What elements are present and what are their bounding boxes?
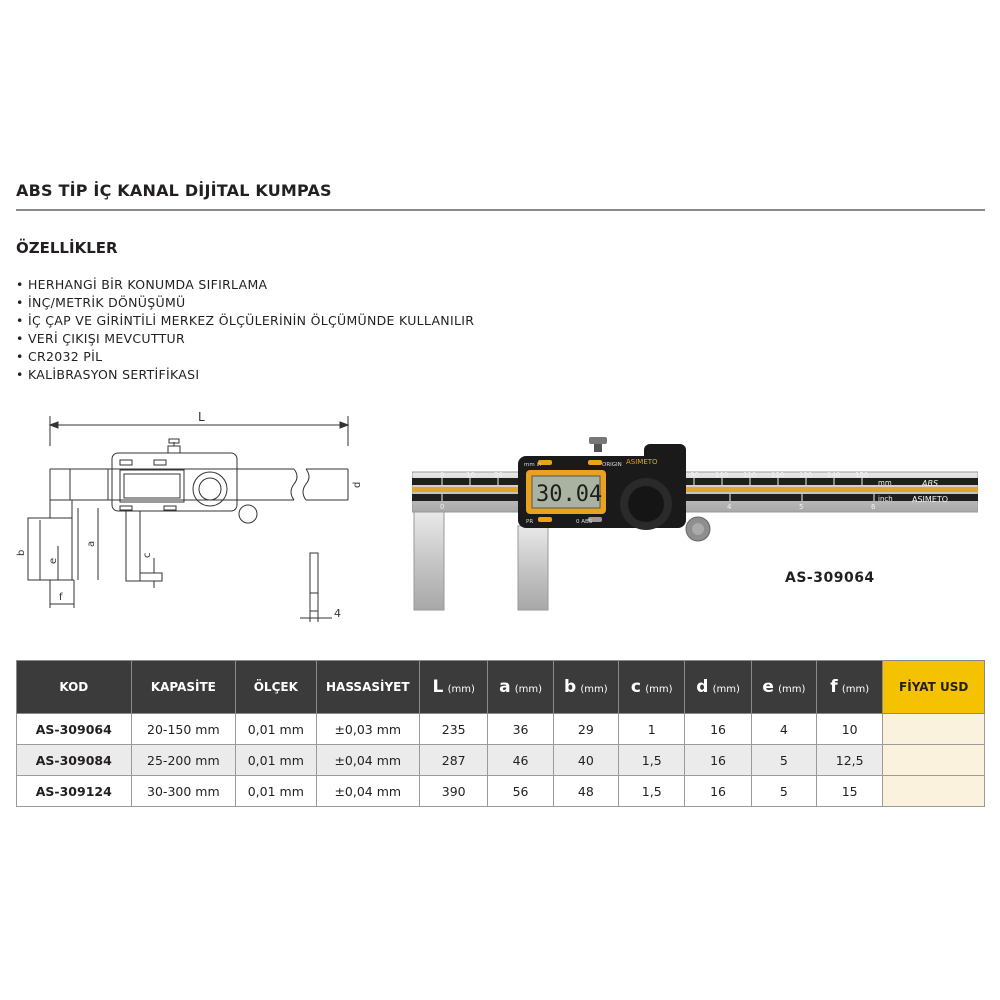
scale-label: 100	[715, 471, 729, 479]
col-header-olcek: ÖLÇEK	[236, 661, 316, 714]
cell-hassasiyet: ±0,04 mm	[316, 776, 420, 807]
col-header-kod: KOD	[17, 661, 132, 714]
scale-label: 0	[440, 503, 445, 511]
cell-b: 48	[553, 776, 618, 807]
cell-c: 1	[619, 714, 685, 745]
scale-unit: inch	[878, 495, 893, 503]
table-row	[17, 776, 985, 807]
cell-kod: AS-309064	[17, 714, 132, 745]
cell-kapasite: 25-200 mm	[131, 745, 236, 776]
cell-kapasite: 20-150 mm	[131, 714, 236, 745]
cell-c: 1,5	[619, 745, 685, 776]
table-header-row	[17, 661, 985, 714]
cell-d: 16	[685, 745, 751, 776]
col-header-kapasite: KAPASİTE	[131, 661, 236, 714]
cell-f: 12,5	[817, 745, 883, 776]
dim-label-a: a	[86, 540, 97, 547]
cell-L: 390	[420, 776, 488, 807]
lcd-value: 30.04	[536, 482, 603, 507]
btn-abs-label: 0 ABS	[576, 519, 593, 525]
cell-olcek: 0,01 mm	[236, 776, 316, 807]
cell-olcek: 0,01 mm	[236, 745, 316, 776]
col-header-c: c (mm)	[619, 661, 685, 714]
beam-brand: ASIMETO	[912, 495, 949, 504]
model-label: AS-309064	[785, 570, 875, 586]
cell-a: 56	[488, 776, 553, 807]
cell-f: 15	[817, 776, 883, 807]
cell-e: 5	[751, 776, 816, 807]
cell-kod: AS-309124	[17, 776, 132, 807]
cell-c: 1,5	[619, 776, 685, 807]
features-list	[16, 276, 474, 384]
table-row	[17, 745, 985, 776]
col-header-f: f (mm)	[817, 661, 883, 714]
cell-e: 5	[751, 745, 816, 776]
cell-kapasite: 30-300 mm	[131, 776, 236, 807]
cell-d: 16	[685, 714, 751, 745]
btn-pr-label: PR	[526, 519, 534, 525]
feature-item: • HERHANGİ BİR KONUMDA SIFIRLAMA	[16, 276, 474, 294]
cell-kod: AS-309084	[17, 745, 132, 776]
col-header-price: FİYAT USD	[883, 661, 985, 714]
cell-d: 16	[685, 776, 751, 807]
feature-item: • İÇ ÇAP VE GİRİNTİLİ MERKEZ ÖLÇÜLERİNİN ÖLÇÜMÜNDE KULLANILIR	[16, 312, 474, 330]
feature-item: • KALİBRASYON SERTİFİKASI	[16, 366, 474, 384]
dim-label-L: L	[198, 410, 205, 424]
cell-f: 10	[817, 714, 883, 745]
cell-price	[883, 776, 985, 807]
btn-origin-label: ORIGIN	[602, 462, 622, 468]
scale-label: 0	[440, 471, 445, 479]
cell-L: 235	[420, 714, 488, 745]
feature-item: • İNÇ/METRİK DÖNÜŞÜMÜ	[16, 294, 474, 312]
scale-label: 150	[855, 471, 869, 479]
scale-label: 90	[690, 471, 699, 479]
dim-label-d: d	[352, 481, 363, 488]
scale-label: 20	[494, 471, 503, 479]
display-brand: ASIMETO	[626, 458, 658, 466]
col-header-L: L (mm)	[420, 661, 488, 714]
scale-label: 140	[827, 471, 841, 479]
col-header-e: e (mm)	[751, 661, 816, 714]
abs-mark: ABS	[922, 479, 939, 488]
feature-item: • CR2032 PİL	[16, 348, 474, 366]
spec-table	[16, 660, 985, 807]
dim-label-c: c	[142, 552, 153, 558]
cell-a: 36	[488, 714, 553, 745]
page-title: ABS TİP İÇ KANAL DİJİTAL KUMPAS	[16, 181, 332, 200]
scale-label: 130	[799, 471, 813, 479]
title-divider	[16, 209, 985, 211]
cell-hassasiyet: ±0,03 mm	[316, 714, 420, 745]
scale-label: 120	[771, 471, 785, 479]
cell-olcek: 0,01 mm	[236, 714, 316, 745]
technical-drawing	[14, 408, 384, 623]
dim-label-e: e	[48, 557, 59, 564]
cell-e: 4	[751, 714, 816, 745]
col-header-a: a (mm)	[488, 661, 553, 714]
feature-item: • VERİ ÇIKIŞI MEVCUTTUR	[16, 330, 474, 348]
scale-label: 10	[466, 471, 475, 479]
cell-b: 29	[553, 714, 618, 745]
cell-b: 40	[553, 745, 618, 776]
scale-label: 6	[871, 503, 876, 511]
dim-label-b: b	[16, 549, 27, 556]
cell-a: 46	[488, 745, 553, 776]
scale-unit: mm	[878, 479, 892, 487]
col-header-b: b (mm)	[553, 661, 618, 714]
cell-price	[883, 714, 985, 745]
caliper-photo	[412, 434, 978, 612]
table-row	[17, 714, 985, 745]
dim-label-f: f	[59, 592, 63, 603]
cell-L: 287	[420, 745, 488, 776]
col-header-hassasiyet: HASSASİYET	[316, 661, 420, 714]
scale-label: 5	[799, 503, 804, 511]
cell-hassasiyet: ±0,04 mm	[316, 745, 420, 776]
btn-mm-in-label: mm in	[524, 462, 542, 468]
scale-label: 4	[727, 503, 732, 511]
scale-label: 110	[743, 471, 757, 479]
cell-price	[883, 745, 985, 776]
features-heading: ÖZELLİKLER	[16, 239, 118, 257]
col-header-d: d (mm)	[685, 661, 751, 714]
dim-label-4: 4	[334, 607, 341, 620]
